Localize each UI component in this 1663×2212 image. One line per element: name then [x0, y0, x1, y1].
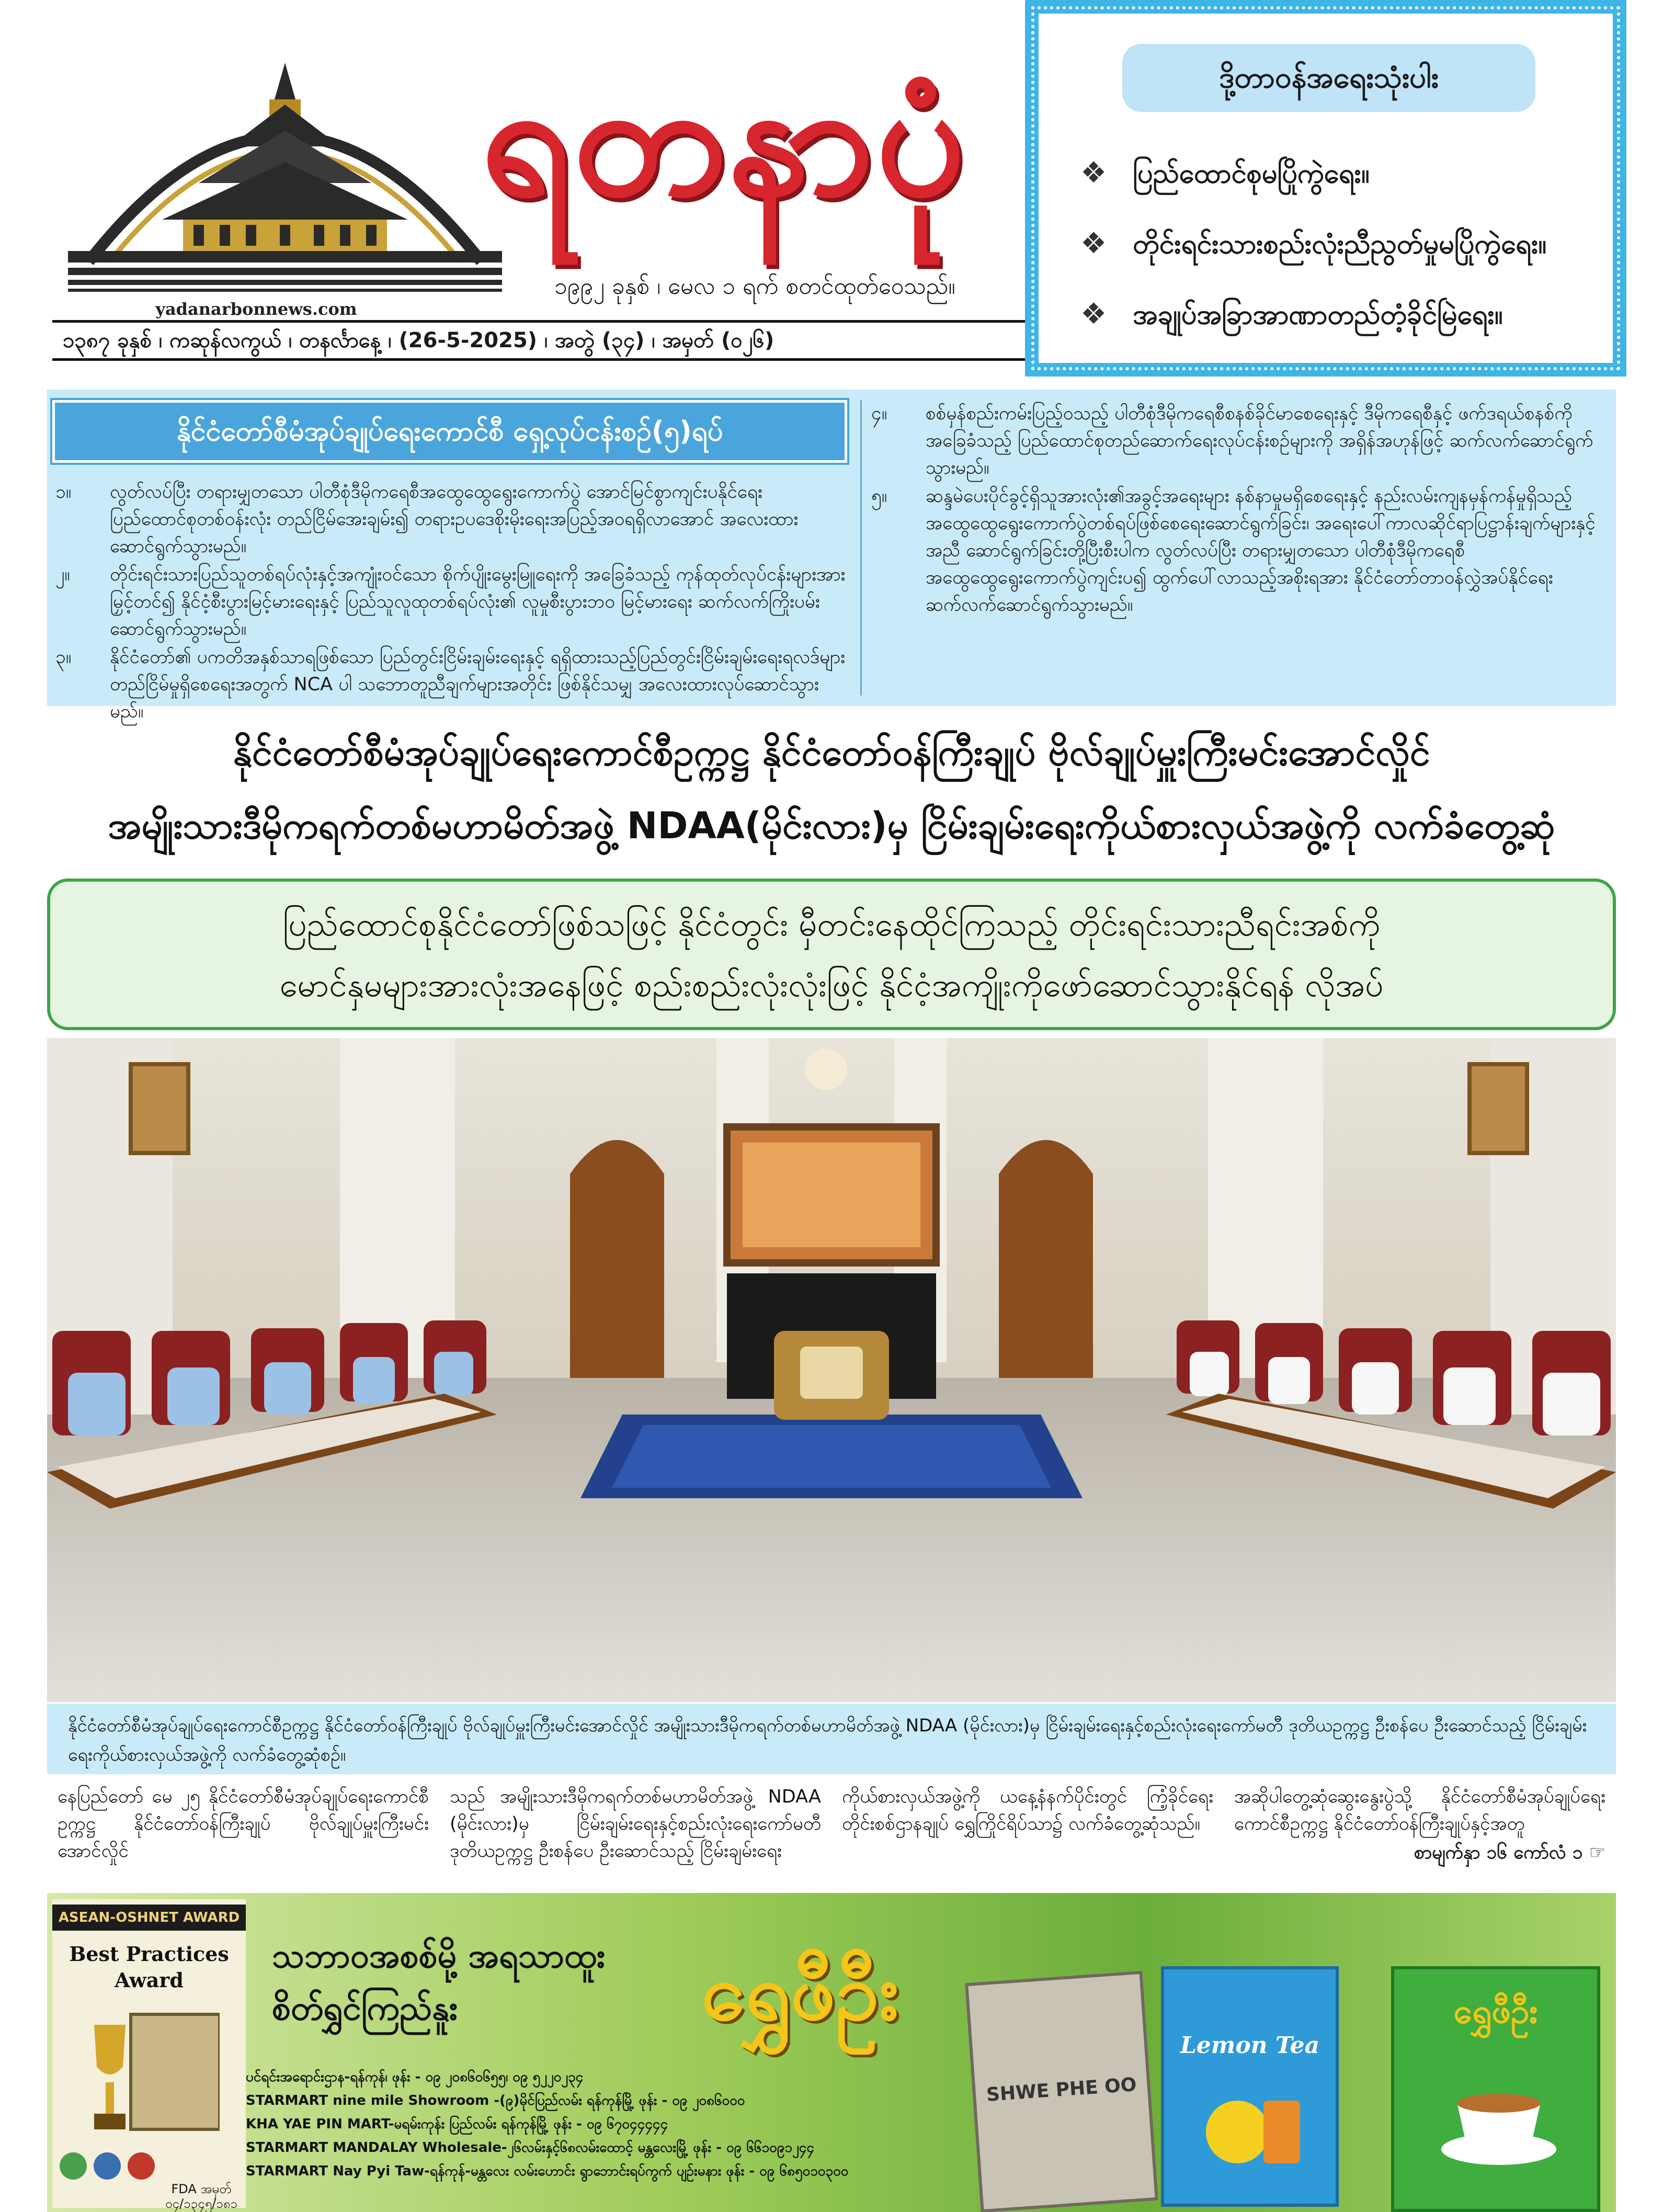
pack-label: SHWE PHE OO [985, 2074, 1137, 2106]
objective-text: လွတ်လပ်ပြီး တရားမျှတသော ပါတီစုံဒီမိုကရေစီအထွေထွေရွေးကောက်ပွဲ အောင်မြင်စွာကျင်းပနိုင်ရေး ပြည်ထောင်စုတစ်ဝန်းလုံး တည်ငြိမ်အေးချမ်း၍ တရားဥပဒေစိုးမိုးရေးအပြည့်အဝရရှိလာအောင် အလေးထားဆောင်ရွက်သွားမည်။ [110, 482, 799, 557]
award-panel [52, 1899, 246, 2211]
tea-advertisement [47, 1893, 1616, 2212]
shop-line: STARMART nine mile Showroom -(၉)မိုင်ပြည်လမ်း ရန်ကုန်မြို့ ဖုန်း - ၀၉ ၂၀၈၆၀၀၀ [246, 2093, 745, 2108]
ad-tagline-2: စိတ်ရွှင်ကြည်နူး [272, 1989, 458, 2028]
pack-label: ရွှေဖီဦး [1453, 1992, 1538, 2031]
objective-number: ၃။ [55, 647, 72, 668]
shop-line: KHA YAE PIN MART-မရမ်းကုန်း ပြည်လမ်း ရန်ကုန်မြို့ ဖုန်း - ၀၉ ၆၇၀၄၄၄၄၄ [246, 2116, 668, 2132]
slogan-item [1080, 147, 1614, 199]
photo-caption: နိုင်ငံတော်စီမံအုပ်ချုပ်ရေးကောင်စီဥက္ကဋ္ဌ နိုင်ငံတော်ဝန်ကြီးချုပ် ဗိုလ်ချုပ်မှူးကြီးမင်းအောင်လှိုင် အမျိုးသားဒီမိုကရက်တစ်မဟာမိတ်အဖွဲ့ NDAA (မိုင်းလား)မှ ငြိမ်းချမ်းရေးနှင့်စည်းလုံးရေးကော်မတီ ဒုတိယဥက္ကဋ္ဌ ဦးစန်ပေ ဦးဆောင်သည့် ငြိမ်းချမ်းရေးကိုယ်စားလှယ်အဖွဲ့ကို လက်ခံတွေ့ဆုံစဉ်။ [47, 1704, 1616, 1774]
diamond-bullet-icon: ❖ [1080, 297, 1107, 331]
diamond-bullet-icon: ❖ [1080, 226, 1107, 260]
objective-text: နိုင်ငံတော်၏ ပကတိအနှစ်သာရဖြစ်သော ပြည်တွင်းငြိမ်းချမ်းရေးနှင့် ရရှိထားသည့်ပြည်တွင်းငြိမ်းချမ်းရေးရလဒ်များ တည်ငြိမ်မှုရှိစေရေးအတွက် NCA ပါ သဘောတူညီချက်များအတိုင်း ဖြစ်နိုင်သမျှ အလေးထားလုပ်ဆောင်သွားမည်။ [110, 647, 845, 722]
award-name: Best Practices Award [69, 1942, 229, 1992]
objective-item [52, 478, 847, 560]
deck-line-2: မောင်နှမများအားလုံးအနေဖြင့် စည်းစည်းလုံးလုံးဖြင့် နိုင်ငံ့အကျိုးကိုဖော်ဆောင်သွားနိုင်ရန် လိုအပ် [279, 966, 1384, 1004]
award-title: ASEAN-OSHNET AWARD [52, 1905, 246, 1931]
product-pack-tea-bag [965, 1971, 1158, 2212]
founded-line: ၁၉၉၂ ခုနှစ် ၊ မေလ ၁ ရက် စတင်ထုတ်ဝေသည်။ [554, 273, 955, 300]
headline-line-2: အမျိုးသားဒီမိုကရက်တစ်မဟာမိတ်အဖွဲ့ NDAA(မိုင်းလား)မှ ငြိမ်းချမ်းရေးကိုယ်စားလှယ်အဖွဲ့ကို လက်ခံတွေ့ဆုံ [108, 804, 1555, 847]
brand-logo: ရွှေဖီဦး [701, 1947, 899, 2038]
shop-list [246, 2066, 1056, 2183]
objectives-box [47, 390, 1616, 722]
objective-number: ၁။ [55, 482, 72, 503]
objectives-heading: နိုင်ငံတော်စီမံအုပ်ချုပ်ရေးကောင်စီ ရှေ့လုပ်ငန်းစဉ်(၅)ရပ် [52, 400, 847, 463]
objective-item [868, 400, 1611, 482]
objectives-column-right [868, 400, 1611, 703]
objective-text: ဆန္ဒမဲပေးပိုင်ခွင့်ရှိသူအားလုံး၏အခွင့်အရေးများ နစ်နာမှုမရှိစေရေးနှင့် နည်းလမ်းကျနမှန်ကန်မှုရှိသည့် အထွေထွေရွေးကောက်ပွဲတစ်ရပ်ဖြစ်စေရေးဆောင်ရွက်ခြင်း၊ အရေးပေါ်ကာလဆိုင်ရာပြဋ္ဌာန်းချက်များနှင့်အညီ ဆောင်ရွက်ခြင်းတို့ပြီးစီးပါက လွတ်လပ်ပြီး တရားမျှတသော ပါတီစုံဒီမိုကရေစီ အထွေထွေရွေးကောက်ပွဲကျင်းပ၍ ထွက်ပေါ်လာသည့်အစိုးရအား နိုင်ငံတော်တာဝန်လွှဲအပ်နိုင်ရေး ဆက်လက်ဆောင်ရွက်သွားမည်။ [926, 486, 1596, 615]
fda-number: FDA အမှတ် ၀၄/၁၃၄၅/၁၈၁ [165, 2182, 237, 2211]
slogan-text: တိုင်းရင်းသားစည်းလုံးညီညွတ်မှုမပြိုကွဲရေး။ [1133, 229, 1547, 260]
objective-number: ၄။ [871, 403, 887, 424]
slogan-text: အချုပ်အခြာအာဏာတည်တံ့ခိုင်မြဲရေး။ [1133, 299, 1503, 330]
slogan-text: ပြည်ထောင်စုမပြိုကွဲရေး။ [1133, 158, 1370, 189]
product-pack-lemon-tea [1161, 1966, 1339, 2207]
ad-tagline-1: သဘာဝအစစ်မို့ အရသာထူး [272, 1937, 606, 1976]
slogan-heading: ဒို့တာဝန်အရေးသုံးပါး [1122, 44, 1535, 112]
trophy-icon [73, 2004, 220, 2140]
objective-item [52, 644, 847, 725]
newspaper-title: ရတနာပုံ [481, 46, 968, 231]
shop-line: STARMART MANDALAY Wholesale-၂၆လမ်းနှင့်၆၈လမ်းထောင့် မန္တလေးမြို့ ဖုန်း - ၀၉ ၆၆၁၀၉၁၂၄၄ [246, 2140, 815, 2156]
diamond-bullet-icon: ❖ [1080, 156, 1107, 190]
article-column-1: နေပြည်တော် မေ ၂၅ နိုင်ငံတော်စီမံအုပ်ချုပ်ရေးကောင်စီဥက္ကဋ္ဌ နိုင်ငံတော်ဝန်ကြီးချုပ် ဗိုလ်ချုပ်မှူးကြီးမင်းအောင်လှိုင် [58, 1786, 429, 1862]
continued-jump[interactable]: စာမျက်နှာ ၁၆ ကော်လံ ၁ ☞ [1414, 1842, 1605, 1863]
headline-line-1: နိုင်ငံတော်စီမံအုပ်ချုပ်ရေးကောင်စီဥက္ကဋ္ဌ နိုင်ငံတော်ဝန်ကြီးချုပ် ဗိုလ်ချုပ်မှူးကြီးမင်းအောင်လှိုင် [233, 731, 1430, 774]
shop-line: ပင်ရင်းအရောင်းဌာန-ရန်ကုန်၊ ဖုန်း - ၀၉ ၂၀၈၆၀၆၅၅၊ ၀၉ ၅၂၂၀၂၃၄ [246, 2069, 584, 2085]
article-column-2: သည် အမျိုးသားဒီမိုကရက်တစ်မဟာမိတ်အဖွဲ့ NDAA (မိုင်းလား)မှ ငြိမ်းချမ်းရေးနှင့်စည်းလုံးရေးကော်မတီ ဒုတိယဥက္ကဋ္ဌ ဦးစန်ပေ ဦးဆောင်သည့် ငြိမ်းချမ်းရေး [450, 1786, 821, 1862]
tea-cup-icon [1436, 2071, 1562, 2175]
issue-date-line: ၁၃၈၇ ခုနှစ် ၊ ကဆုန်လကွယ် ၊ တနင်္လာနေ့ ၊ (26-5-2025) ၊ အတွဲ (၃၄) ၊ အမှတ် (၀၂၆) [52, 320, 1025, 361]
slogan-item [1080, 218, 1614, 270]
objective-number: ၅။ [871, 486, 887, 507]
site-url[interactable]: yadanarbonnews.com [155, 299, 357, 319]
objectives-column-left [52, 478, 847, 726]
shop-line: STARMART Nay Pyi Taw-ရန်ကုန်-မန္တလေး လမ်းဟောင်း ရွာဘောင်းရပ်ကွက် ပျဉ်းမနား ဖုန်း - ၀၉ ၆၈၅၀၁၀၃၀၀ [246, 2163, 849, 2179]
article-column-3: ကိုယ်စားလှယ်အဖွဲ့ကို ယနေ့နံနက်ပိုင်းတွင် ကြံ့ခိုင်ရေးတိုင်းစစ်ဌာနချုပ် ရွှေကြိုင်ရိပ်သာ၌ လက်ခံတွေ့ဆုံသည်။ [842, 1786, 1213, 1834]
slogan-item [1080, 288, 1614, 340]
objective-text: စစ်မှန်စည်းကမ်းပြည့်ဝသည့် ပါတီစုံဒီမိုကရေစီစနစ်ခိုင်မာစေရေးနှင့် ဒီမိုကရေစီနှင့် ဖက်ဒရယ်စနစ်ကို အခြေခံသည့် ပြည်ထောင်စုတည်ဆောက်ရေးလုပ်ငန်းစဉ်များကို အရှိန်အဟုန်ဖြင့် ဆက်လက်ဆောင်ရွက်သွားမည်။ [926, 403, 1593, 478]
objective-text: တိုင်းရင်းသားပြည်သူတစ်ရပ်လုံးနှင့်အကျုံးဝင်သော စိုက်ပျိုးမွေးမြူရေးကို အခြေခံသည့် ကုန်ထုတ်လုပ်ငန်းများအား မြှင့်တင်၍ နိုင်ငံ့စီးပွားမြင့်မားရေးနှင့် ပြည်သူလူထုတစ်ရပ်လုံး၏ လူမှုစီးပွားဘဝ မြင့်မားရေး ဆက်လက်ကြိုးပမ်းဆောင်ရွက်သွားမည်။ [110, 564, 846, 640]
slogan-box [1025, 0, 1626, 377]
column-divider [860, 400, 862, 695]
product-pack-tea-mix [1391, 1966, 1600, 2212]
meeting-photo [47, 1038, 1616, 1702]
article-column-4: အဆိုပါတွေ့ဆုံဆွေးနွေးပွဲသို့ နိုင်ငံတော်စီမံအုပ်ချုပ်ရေးကောင်စီဥက္ကဋ္ဌ နိုင်ငံတော်ဝန်ကြီးချုပ်နှင့်အတူ [1234, 1786, 1605, 1834]
lemon-icon [1195, 2080, 1311, 2174]
headline-deck [47, 879, 1616, 1030]
objective-item [868, 483, 1611, 619]
certification-badges-icon [58, 2145, 157, 2187]
objective-number: ၂။ [55, 564, 70, 585]
pack-label: Lemon Tea [1180, 2032, 1320, 2059]
objective-item [52, 561, 847, 643]
deck-line-1: ပြည်ထောင်စုနိုင်ငံတော်ဖြစ်သဖြင့် နိုင်ငံတွင်း မှီတင်းနေထိုင်ကြသည့် တိုင်းရင်းသားညီရင်းအစ်ကို [282, 905, 1381, 943]
